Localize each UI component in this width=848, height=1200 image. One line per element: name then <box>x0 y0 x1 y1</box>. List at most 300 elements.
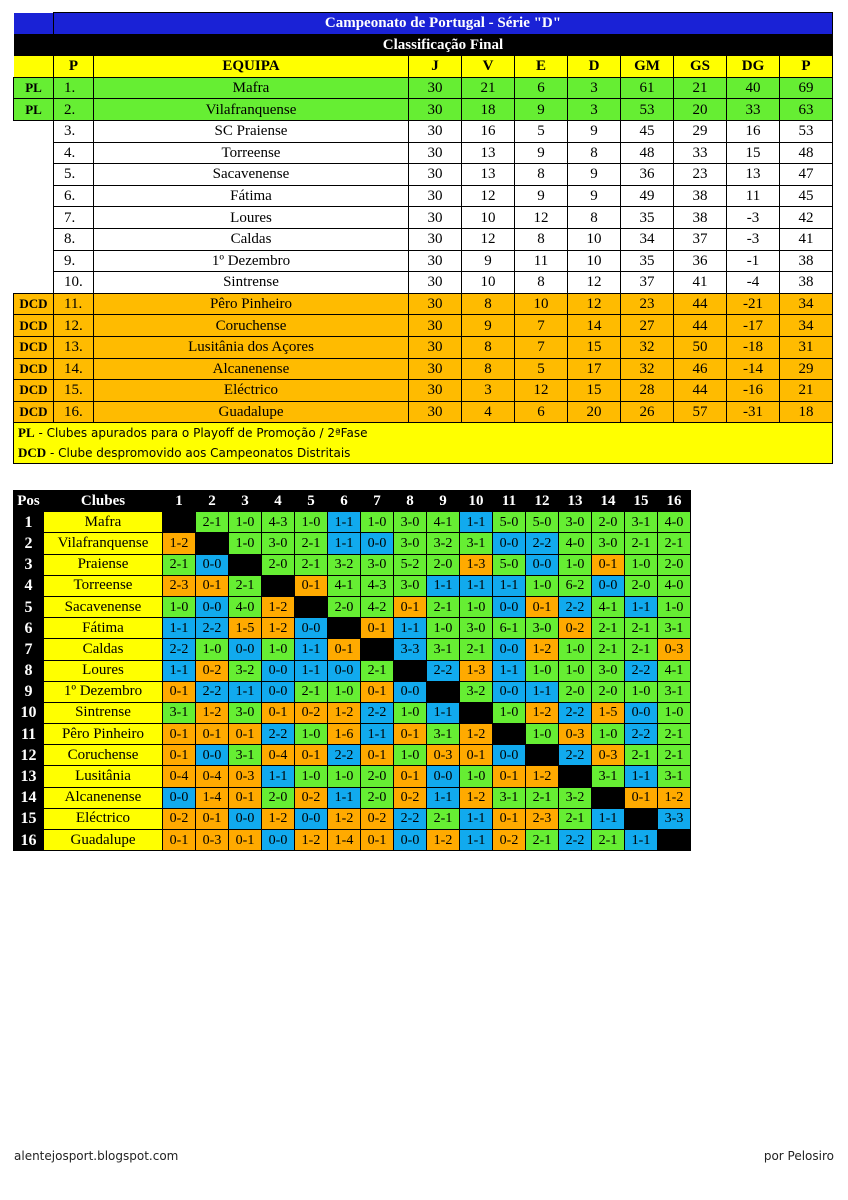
status-tag: DCD <box>14 293 54 315</box>
position-cell: 9. <box>54 250 94 272</box>
standings-row <box>14 358 833 380</box>
result-cell: 4-2 <box>361 596 394 617</box>
stat-cell: -18 <box>727 336 780 358</box>
result-cell: 2-2 <box>625 660 658 681</box>
result-cell: 0-1 <box>394 724 427 745</box>
result-cell: 0-0 <box>196 596 229 617</box>
stat-cell: 30 <box>409 185 462 207</box>
matrix-row <box>14 639 691 660</box>
position-cell: 16. <box>54 401 94 423</box>
stat-cell: 12 <box>568 272 621 294</box>
self-match-cell <box>328 618 361 639</box>
row-position: 6 <box>14 618 44 639</box>
stat-cell: 9 <box>462 250 515 272</box>
self-match-cell <box>427 681 460 702</box>
opponent-column-header: 3 <box>229 491 262 512</box>
stat-cell: 13 <box>727 164 780 186</box>
stat-cell: 3 <box>568 77 621 99</box>
result-cell: 1-1 <box>460 575 493 596</box>
stat-cell: 61 <box>621 77 674 99</box>
result-cell: 0-0 <box>262 681 295 702</box>
stat-cell: 5 <box>515 358 568 380</box>
opponent-column-header: 16 <box>658 491 691 512</box>
team-name: Pêro Pinheiro <box>94 293 409 315</box>
result-cell: 0-0 <box>493 596 526 617</box>
stat-cell: 26 <box>621 401 674 423</box>
result-cell: 0-1 <box>328 639 361 660</box>
self-match-cell <box>229 554 262 575</box>
position-cell: 7. <box>54 207 94 229</box>
status-tag: PL <box>14 77 54 99</box>
row-club-name: Lusitânia <box>44 766 163 787</box>
stat-cell: 30 <box>409 228 462 250</box>
row-position: 1 <box>14 512 44 533</box>
row-position: 13 <box>14 766 44 787</box>
stat-cell: 8 <box>515 164 568 186</box>
result-cell: 0-1 <box>394 766 427 787</box>
stat-cell: 14 <box>568 315 621 337</box>
position-cell: 4. <box>54 142 94 164</box>
result-cell: 1-1 <box>295 639 328 660</box>
result-cell: 2-0 <box>592 681 625 702</box>
status-tag: DCD <box>14 336 54 358</box>
stat-cell: 10 <box>462 272 515 294</box>
result-cell: 2-1 <box>625 618 658 639</box>
result-cell: 0-1 <box>592 554 625 575</box>
stat-cell: 30 <box>409 142 462 164</box>
result-cell: 0-0 <box>592 575 625 596</box>
stat-cell: 10 <box>568 250 621 272</box>
result-cell: 4-3 <box>361 575 394 596</box>
status-tag: DCD <box>14 380 54 402</box>
stat-cell: 20 <box>674 99 727 121</box>
stat-cell: 20 <box>568 401 621 423</box>
stat-cell: -17 <box>727 315 780 337</box>
result-cell: 0-1 <box>262 702 295 723</box>
opponent-column-header: 1 <box>163 491 196 512</box>
result-cell: 5-0 <box>493 554 526 575</box>
self-match-cell <box>196 533 229 554</box>
result-cell: 3-0 <box>262 533 295 554</box>
stat-cell: 50 <box>674 336 727 358</box>
status-tag: DCD <box>14 358 54 380</box>
result-cell: 0-1 <box>394 596 427 617</box>
stat-cell: 53 <box>621 99 674 121</box>
result-cell: 2-0 <box>592 512 625 533</box>
result-cell: 0-1 <box>163 681 196 702</box>
result-cell: 1-1 <box>460 808 493 829</box>
result-cell: 1-5 <box>592 702 625 723</box>
stat-cell: 3 <box>568 99 621 121</box>
opponent-column-header: 8 <box>394 491 427 512</box>
opponent-column-header: 4 <box>262 491 295 512</box>
standings-row <box>14 142 833 164</box>
opponent-column-header: 12 <box>526 491 559 512</box>
result-cell: 0-0 <box>163 787 196 808</box>
row-club-name: Pêro Pinheiro <box>44 724 163 745</box>
stat-cell: -3 <box>727 228 780 250</box>
stat-cell: 36 <box>674 250 727 272</box>
stat-cell: 3 <box>462 380 515 402</box>
row-position: 7 <box>14 639 44 660</box>
stat-cell: 69 <box>780 77 833 99</box>
result-cell: 1-0 <box>559 639 592 660</box>
result-cell: 2-2 <box>559 745 592 766</box>
result-cell: 3-1 <box>592 766 625 787</box>
result-cell: 2-1 <box>460 639 493 660</box>
self-match-cell <box>526 745 559 766</box>
legend-row <box>14 443 833 464</box>
team-name: SC Praiense <box>94 120 409 142</box>
result-cell: 0-2 <box>295 787 328 808</box>
opponent-column-header: 5 <box>295 491 328 512</box>
row-club-name: Caldas <box>44 639 163 660</box>
row-club-name: Alcanenense <box>44 787 163 808</box>
result-cell: 2-1 <box>625 533 658 554</box>
result-cell: 1-1 <box>427 575 460 596</box>
result-cell: 1-2 <box>262 618 295 639</box>
footer-author: por Pelosiro <box>763 1149 834 1163</box>
result-cell: 3-0 <box>361 554 394 575</box>
result-cell: 2-1 <box>295 681 328 702</box>
team-name: Torreense <box>94 142 409 164</box>
result-cell: 4-0 <box>658 575 691 596</box>
result-cell: 2-0 <box>328 596 361 617</box>
stat-cell: 30 <box>409 250 462 272</box>
result-cell: 0-0 <box>262 660 295 681</box>
result-cell: 4-0 <box>559 533 592 554</box>
standings-title: Campeonato de Portugal - Série "D" <box>54 13 833 35</box>
stat-cell: 21 <box>674 77 727 99</box>
result-cell: 0-2 <box>361 808 394 829</box>
legend-key: PL <box>18 425 35 441</box>
matrix-row <box>14 787 691 808</box>
result-cell: 2-2 <box>559 830 592 851</box>
team-name: Caldas <box>94 228 409 250</box>
result-cell: 1-0 <box>460 766 493 787</box>
result-cell: 2-2 <box>262 724 295 745</box>
result-cell: 2-2 <box>196 618 229 639</box>
opponent-column-header: 14 <box>592 491 625 512</box>
result-cell: 0-1 <box>163 830 196 851</box>
position-cell: 3. <box>54 120 94 142</box>
result-cell: 6-1 <box>493 618 526 639</box>
row-club-name: Praiense <box>44 554 163 575</box>
legend-note <box>14 423 833 444</box>
result-cell: 0-1 <box>196 575 229 596</box>
result-cell: 1-0 <box>625 554 658 575</box>
stat-cell: 30 <box>409 272 462 294</box>
result-cell: 1-0 <box>262 639 295 660</box>
result-cell: 0-2 <box>493 830 526 851</box>
stat-cell: 49 <box>621 185 674 207</box>
row-position: 12 <box>14 745 44 766</box>
result-cell: 2-0 <box>262 787 295 808</box>
standings-row <box>14 164 833 186</box>
result-cell: 0-1 <box>625 787 658 808</box>
result-cell: 3-1 <box>427 639 460 660</box>
row-position: 3 <box>14 554 44 575</box>
result-cell: 6-2 <box>559 575 592 596</box>
stat-cell: 38 <box>780 272 833 294</box>
result-cell: 1-1 <box>625 766 658 787</box>
result-cell: 1-0 <box>394 702 427 723</box>
stat-cell: 35 <box>621 250 674 272</box>
stat-cell: 27 <box>621 315 674 337</box>
result-cell: 0-4 <box>196 766 229 787</box>
result-cell: 0-0 <box>526 554 559 575</box>
result-cell: 3-0 <box>394 533 427 554</box>
matrix-row <box>14 575 691 596</box>
result-cell: 0-3 <box>658 639 691 660</box>
stat-cell: 10 <box>515 293 568 315</box>
stat-cell: 41 <box>780 228 833 250</box>
result-cell: 5-0 <box>526 512 559 533</box>
result-cell: 1-1 <box>526 681 559 702</box>
row-position: 15 <box>14 808 44 829</box>
result-cell: 2-1 <box>592 618 625 639</box>
result-cell: 0-3 <box>229 766 262 787</box>
stat-cell: 17 <box>568 358 621 380</box>
result-cell: 1-0 <box>394 745 427 766</box>
result-cell: 1-1 <box>427 787 460 808</box>
stat-cell: 28 <box>621 380 674 402</box>
result-cell: 0-0 <box>196 554 229 575</box>
position-cell: 1. <box>54 77 94 99</box>
stat-cell: 57 <box>674 401 727 423</box>
self-match-cell <box>625 808 658 829</box>
standings-row <box>14 228 833 250</box>
result-cell: 3-0 <box>592 660 625 681</box>
team-name: 1º Dezembro <box>94 250 409 272</box>
result-cell: 1-6 <box>328 724 361 745</box>
result-cell: 0-0 <box>295 808 328 829</box>
self-match-cell <box>658 830 691 851</box>
result-cell: 1-2 <box>295 830 328 851</box>
stat-cell: 18 <box>780 401 833 423</box>
result-cell: 1-2 <box>526 766 559 787</box>
result-cell: 3-1 <box>460 533 493 554</box>
standings-row <box>14 380 833 402</box>
row-club-name: Vilafranquense <box>44 533 163 554</box>
standings-row <box>14 99 833 121</box>
result-cell: 1-2 <box>328 702 361 723</box>
result-cell: 0-2 <box>295 702 328 723</box>
result-cell: 2-2 <box>526 533 559 554</box>
self-match-cell <box>262 575 295 596</box>
pos-header: Pos <box>14 491 44 512</box>
legend-text: - Clubes apurados para o Playoff de Promoção / 2ªFase <box>34 426 368 441</box>
result-cell: 1-0 <box>559 660 592 681</box>
team-name: Sacavenense <box>94 164 409 186</box>
standings-subtitle-row <box>14 34 833 56</box>
result-cell: 1-0 <box>658 596 691 617</box>
standings-row <box>14 207 833 229</box>
result-cell: 2-3 <box>163 575 196 596</box>
matrix-row <box>14 512 691 533</box>
self-match-cell <box>460 702 493 723</box>
result-cell: 1-2 <box>526 639 559 660</box>
result-cell: 3-1 <box>493 787 526 808</box>
standings-row <box>14 401 833 423</box>
opponent-column-header: 13 <box>559 491 592 512</box>
stat-cell: 8 <box>515 272 568 294</box>
result-cell: 0-0 <box>493 533 526 554</box>
row-position: 4 <box>14 575 44 596</box>
result-cell: 5-0 <box>493 512 526 533</box>
stat-cell: 9 <box>515 99 568 121</box>
standings-row <box>14 185 833 207</box>
status-tag: DCD <box>14 315 54 337</box>
standings-title-row <box>14 13 833 35</box>
stat-cell: -21 <box>727 293 780 315</box>
result-cell: 4-1 <box>592 596 625 617</box>
stat-cell: 9 <box>462 315 515 337</box>
result-cell: 1-1 <box>163 618 196 639</box>
result-cell: 0-0 <box>493 681 526 702</box>
stat-cell: 15 <box>727 142 780 164</box>
stat-cell: 44 <box>674 380 727 402</box>
result-cell: 0-4 <box>262 745 295 766</box>
result-cell: 3-0 <box>394 512 427 533</box>
standings-row <box>14 272 833 294</box>
stat-cell: 30 <box>409 164 462 186</box>
row-club-name: Guadalupe <box>44 830 163 851</box>
stat-cell: 8 <box>462 293 515 315</box>
result-cell: 1-1 <box>229 681 262 702</box>
stat-cell: -3 <box>727 207 780 229</box>
result-cell: 2-0 <box>262 554 295 575</box>
result-cell: 1-1 <box>163 660 196 681</box>
stat-cell: 34 <box>780 293 833 315</box>
result-cell: 3-3 <box>394 639 427 660</box>
result-cell: 0-1 <box>361 618 394 639</box>
result-cell: 0-1 <box>163 745 196 766</box>
team-name: Alcanenense <box>94 358 409 380</box>
result-cell: 1-2 <box>658 787 691 808</box>
result-cell: 3-0 <box>229 702 262 723</box>
stat-cell: 29 <box>674 120 727 142</box>
legend-key: DCD <box>18 445 47 461</box>
stat-cell: 8 <box>568 207 621 229</box>
result-cell: 0-1 <box>229 787 262 808</box>
result-cell: 1-2 <box>328 808 361 829</box>
stat-cell: 47 <box>780 164 833 186</box>
stat-cell: 32 <box>621 336 674 358</box>
stat-cell: 9 <box>515 185 568 207</box>
self-match-cell <box>295 596 328 617</box>
footer-site: alentejosport.blogspot.com <box>14 1149 179 1163</box>
row-position: 5 <box>14 596 44 617</box>
stat-cell: 8 <box>462 358 515 380</box>
stat-cell: 44 <box>674 315 727 337</box>
stat-cell: -4 <box>727 272 780 294</box>
stat-cell: 5 <box>515 120 568 142</box>
result-cell: 0-2 <box>163 808 196 829</box>
result-cell: 0-1 <box>196 724 229 745</box>
result-cell: 2-2 <box>394 808 427 829</box>
result-cell: 0-0 <box>493 745 526 766</box>
result-cell: 4-3 <box>262 512 295 533</box>
result-cell: 2-2 <box>559 702 592 723</box>
stat-cell: 34 <box>621 228 674 250</box>
result-cell: 3-1 <box>625 512 658 533</box>
column-header: E <box>515 56 568 78</box>
stat-cell: 6 <box>515 401 568 423</box>
self-match-cell <box>559 766 592 787</box>
result-cell: 0-1 <box>493 766 526 787</box>
matrix-header-row <box>14 491 691 512</box>
result-cell: 3-1 <box>658 766 691 787</box>
stat-cell: 30 <box>409 380 462 402</box>
result-cell: 2-0 <box>361 787 394 808</box>
row-club-name: Mafra <box>44 512 163 533</box>
result-cell: 0-1 <box>361 681 394 702</box>
stat-cell: 30 <box>409 336 462 358</box>
result-cell: 4-0 <box>658 512 691 533</box>
row-club-name: Sacavenense <box>44 596 163 617</box>
result-cell: 0-1 <box>295 745 328 766</box>
stat-cell: 31 <box>780 336 833 358</box>
position-cell: 12. <box>54 315 94 337</box>
stat-cell: 12 <box>568 293 621 315</box>
result-cell: 2-1 <box>196 512 229 533</box>
result-cell: 4-1 <box>328 575 361 596</box>
result-cell: 1-2 <box>262 808 295 829</box>
column-header: GM <box>621 56 674 78</box>
result-cell: 0-0 <box>361 533 394 554</box>
row-position: 11 <box>14 724 44 745</box>
result-cell: 3-2 <box>229 660 262 681</box>
result-cell: 1-1 <box>493 575 526 596</box>
stat-cell: 30 <box>409 401 462 423</box>
result-cell: 1-1 <box>625 830 658 851</box>
result-cell: 2-1 <box>526 787 559 808</box>
matrix-row <box>14 745 691 766</box>
stat-cell: 7 <box>515 315 568 337</box>
row-club-name: Eléctrico <box>44 808 163 829</box>
result-cell: 2-2 <box>328 745 361 766</box>
stat-cell: 45 <box>621 120 674 142</box>
column-header: P <box>780 56 833 78</box>
stat-cell: 48 <box>780 142 833 164</box>
self-match-cell <box>163 512 196 533</box>
self-match-cell <box>493 724 526 745</box>
result-cell: 2-2 <box>163 639 196 660</box>
stat-cell: 8 <box>515 228 568 250</box>
result-cell: 1-0 <box>196 639 229 660</box>
matrix-row <box>14 702 691 723</box>
position-cell: 2. <box>54 99 94 121</box>
result-cell: 0-3 <box>592 745 625 766</box>
result-cell: 0-1 <box>361 745 394 766</box>
result-cell: 2-1 <box>592 830 625 851</box>
stat-cell: 30 <box>409 358 462 380</box>
result-cell: 1-0 <box>526 724 559 745</box>
result-cell: 3-2 <box>328 554 361 575</box>
stat-cell: 7 <box>515 336 568 358</box>
result-cell: 1-4 <box>196 787 229 808</box>
standings-row <box>14 120 833 142</box>
stat-cell: 21 <box>462 77 515 99</box>
stat-cell: 30 <box>409 120 462 142</box>
stat-cell: 9 <box>568 120 621 142</box>
position-cell: 10. <box>54 272 94 294</box>
matrix-row <box>14 533 691 554</box>
result-cell: 1-2 <box>262 596 295 617</box>
result-cell: 1-1 <box>394 618 427 639</box>
opponent-column-header: 15 <box>625 491 658 512</box>
